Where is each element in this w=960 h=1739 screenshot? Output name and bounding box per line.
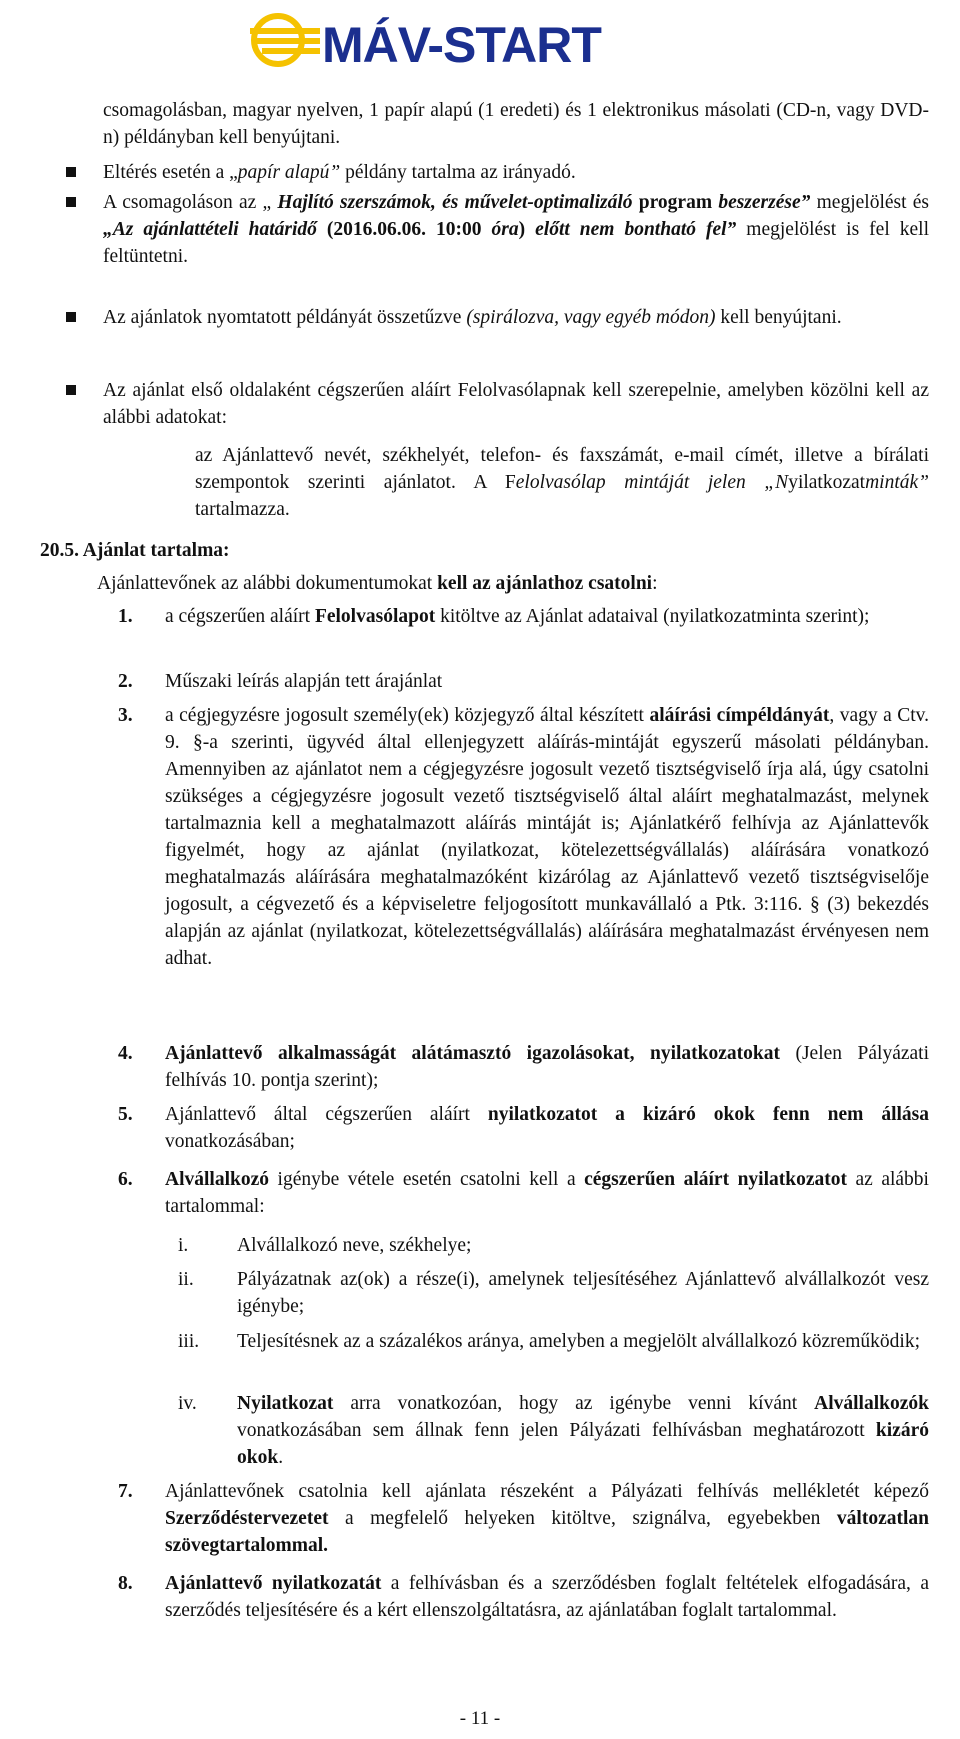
text-run: aláírási címpéldányát: [649, 705, 830, 726]
list-item: [165, 1166, 929, 1220]
list-item: [165, 702, 929, 972]
text-run: vonatkozásában;: [165, 1131, 295, 1152]
subitem-number: i.: [178, 1235, 189, 1256]
item-number: 7.: [118, 1481, 133, 1502]
bullet-paragraph-3: [103, 304, 929, 331]
text-run: Ajánlattevő alkalmasságát alátámasztó igazolásokat, nyilatkozatokat: [165, 1043, 780, 1064]
text-run: Szerződéstervezetet: [165, 1508, 329, 1529]
text-run: kell benyújtani.: [715, 307, 842, 328]
intro-paragraph: csomagolásban, magyar nyelven, 1 papír alapú (1 eredeti) és 1 elektronikus másolati (CD-n, vagy DVD-n) példányban kell benyújtani.: [103, 100, 929, 148]
text-run: minták”: [865, 472, 929, 493]
text-run: megjelölést és: [810, 192, 930, 213]
text-run: elolvasólap mintáját jelen „N: [515, 472, 789, 493]
page-number: - 11 -: [459, 1708, 501, 1729]
item-number: 1.: [118, 606, 133, 627]
sub-list-item: [237, 1328, 929, 1355]
sub-list-item: [237, 1266, 929, 1320]
text-run: ): [518, 219, 536, 240]
text-run: Nyilatkozat: [237, 1393, 334, 1414]
text-run: Teljesítésnek az a százalékos aránya, amelyben a megjelölt alvállalkozó közreműködik;: [237, 1331, 921, 1352]
sub-list-item: [237, 1390, 929, 1471]
sub-list-item: [237, 1232, 929, 1259]
text-run: kell az ajánlathoz csatolni: [437, 573, 653, 594]
list-item: [165, 1040, 929, 1094]
text-run: Felolvasólapot: [314, 606, 436, 627]
bullet-paragraph-4: [103, 377, 929, 431]
text-run: Pályázatnak az(ok) a része(i), amelynek teljesítéséhez Ajánlattevő alvállalkozót vesz igénybe;: [237, 1269, 929, 1317]
text-run: az alábbi tartalommal:: [165, 1169, 929, 1217]
bullet-square-icon: [66, 385, 76, 395]
text-run: Az ajánlat első oldalaként cégszerűen aláírt Felolvasólapnak kell szerepelnie, amelyben közölni kell az alábbi adatokat:: [103, 380, 929, 428]
logo-text: MÁV-START: [322, 17, 601, 73]
text-run: yilatkozat: [788, 472, 866, 493]
text-run: Ajánlattevőnek az alábbi dokumentumokat: [97, 573, 438, 594]
text-run: igénybe vétele esetén csatolni kell a: [269, 1169, 585, 1190]
text-run: papír alapú”: [237, 162, 341, 183]
text-run: Ajánlattevő által cégszerűen aláírt: [165, 1104, 488, 1125]
subitem-number: iv.: [178, 1393, 197, 1414]
text-run: Az ajánlatok nyomtatott példányát összetűzve: [103, 307, 467, 328]
mav-start-logo: [250, 4, 670, 80]
text-run: program: [632, 192, 719, 213]
bullet-paragraph-1: [103, 159, 929, 186]
item-number: 6.: [118, 1169, 133, 1190]
text-run: változatlan szövegtartalommal.: [165, 1508, 929, 1556]
text-run: (2016.06.06. 10:00: [316, 219, 492, 240]
text-run: óra: [491, 219, 519, 240]
text-run: a megfelelő helyeken kitöltve, szignálva, egyebekben: [328, 1508, 837, 1529]
text-run: Alvállalkozók: [814, 1393, 929, 1414]
bullet-square-icon: [66, 197, 76, 207]
text-run: arra vonatkozóan, hogy az igénybe venni kívánt: [333, 1393, 815, 1414]
text-run: , vagy a Ctv. 9. §-a szerinti, ügyvéd által ellenjegyzett aláírás-mintáját egyszerű másolati példányban. Amennyiben az ajánlatot nem a cégjegyzésre jogosult vezető tisztségviselő írja alá, úgy csatolni szükséges a cégjegyzésre jogosult vezető tisztségviselő által aláírt meghatalmazást, melynek tartalmaznia kell a meghatalmazott aláírás mintáját is; Ajánlatkérő felhívja az Ajánlattevők figyelmét, hogy az ajánlat (nyilatkozat, kötelezettségvállalás) aláírására vonatkozó meghatalmazás aláírására meghatalmazóként kizárólag az Ajánlattevő vezető tisztségviselője jogosult, a cégvezető és a képviseletre feljogosított munkavállaló a Ptk. 3:116. § (3) bekezdés alapján az ajánlat (nyilatkozat, kötelezettségvállalás) aláírására meghatalmazást érvényesen nem adhat.: [165, 705, 929, 969]
text-run: vonatkozásában sem állnak fenn jelen Pályázati felhívásban meghatározott: [237, 1420, 876, 1441]
text-run: a felhívásban és a szerződésben foglalt feltételek elfogadására, a szerződés teljesítésére és a kért ellenszolgáltatásra, az ajánlatában foglalt tartalommal.: [165, 1573, 929, 1621]
bullet-paragraph-2: [103, 189, 929, 270]
text-run: cégszerűen aláírt nyilatkozatot: [584, 1169, 847, 1190]
text-run: Ajánlattevő nyilatkozatát: [165, 1573, 382, 1594]
list-item: [165, 668, 929, 695]
subitem-number: iii.: [178, 1331, 200, 1352]
text-run: példány tartalma az irányadó.: [340, 162, 576, 183]
list-item: [165, 603, 929, 630]
text-run: a cégszerűen aláírt: [165, 606, 315, 627]
logo-graphic: [250, 4, 670, 80]
text-run: a cégjegyzésre jogosult személy(ek) közjegyző által készített: [165, 705, 650, 726]
subitem-number: ii.: [178, 1269, 194, 1290]
text-run: :: [652, 573, 658, 594]
section-heading: 20.5. Ajánlat tartalma:: [40, 540, 230, 561]
text-run: Eltérés esetén a „: [103, 162, 238, 183]
text-run: „Az ajánlattételi határidő: [103, 219, 317, 240]
bullet-square-icon: [66, 312, 76, 322]
text-run: Hajlító szerszámok, és művelet-optimalizáló: [277, 192, 633, 213]
text-run: beszerzése”: [718, 192, 811, 213]
item-number: 5.: [118, 1104, 133, 1125]
bullet-square-icon: [66, 167, 76, 177]
text-run: előtt nem bontható fel”: [535, 219, 737, 240]
item-number: 4.: [118, 1043, 133, 1064]
lead-paragraph: [97, 570, 929, 597]
text-run: Alvállalkozó: [165, 1169, 270, 1190]
list-item: [165, 1478, 929, 1559]
text-run: Műszaki leírás alapján tett árajánlat: [165, 671, 443, 692]
text-run: Alvállalkozó neve, székhelye;: [237, 1235, 472, 1256]
text-run: kizáró okok: [237, 1420, 929, 1468]
item-number: 8.: [118, 1573, 133, 1594]
item-number: 2.: [118, 671, 133, 692]
text-run: .: [278, 1447, 284, 1468]
list-item: [165, 1101, 929, 1155]
text-run: (spirálozva, vagy egyéb módon): [466, 307, 716, 328]
list-item: [165, 1570, 929, 1624]
text-run: kitöltve az Ajánlat adataival (nyilatkozatminta szerint);: [435, 606, 870, 627]
text-run: tartalmazza.: [195, 499, 290, 520]
text-run: A csomagoláson az „: [103, 192, 278, 213]
text-run: Ajánlattevőnek csatolnia kell ajánlata részeként a Pályázati felhívás mellékletét képező: [165, 1481, 929, 1502]
indented-paragraph: [195, 442, 929, 523]
item-number: 3.: [118, 705, 133, 726]
text-run: nyilatkozatot a kizáró okok fenn nem állása: [487, 1104, 929, 1125]
text-run: az Ajánlattevő nevét, székhelyét, telefon- és faxszámát, e-mail címét, illetve a bírálati szempontok szerinti ajánlatot. A F: [195, 445, 929, 493]
text-run: (Jelen Pályázati felhívás 10. pontja szerint);: [165, 1043, 929, 1091]
text-run: megjelölést is fel kell feltüntetni.: [103, 219, 929, 267]
